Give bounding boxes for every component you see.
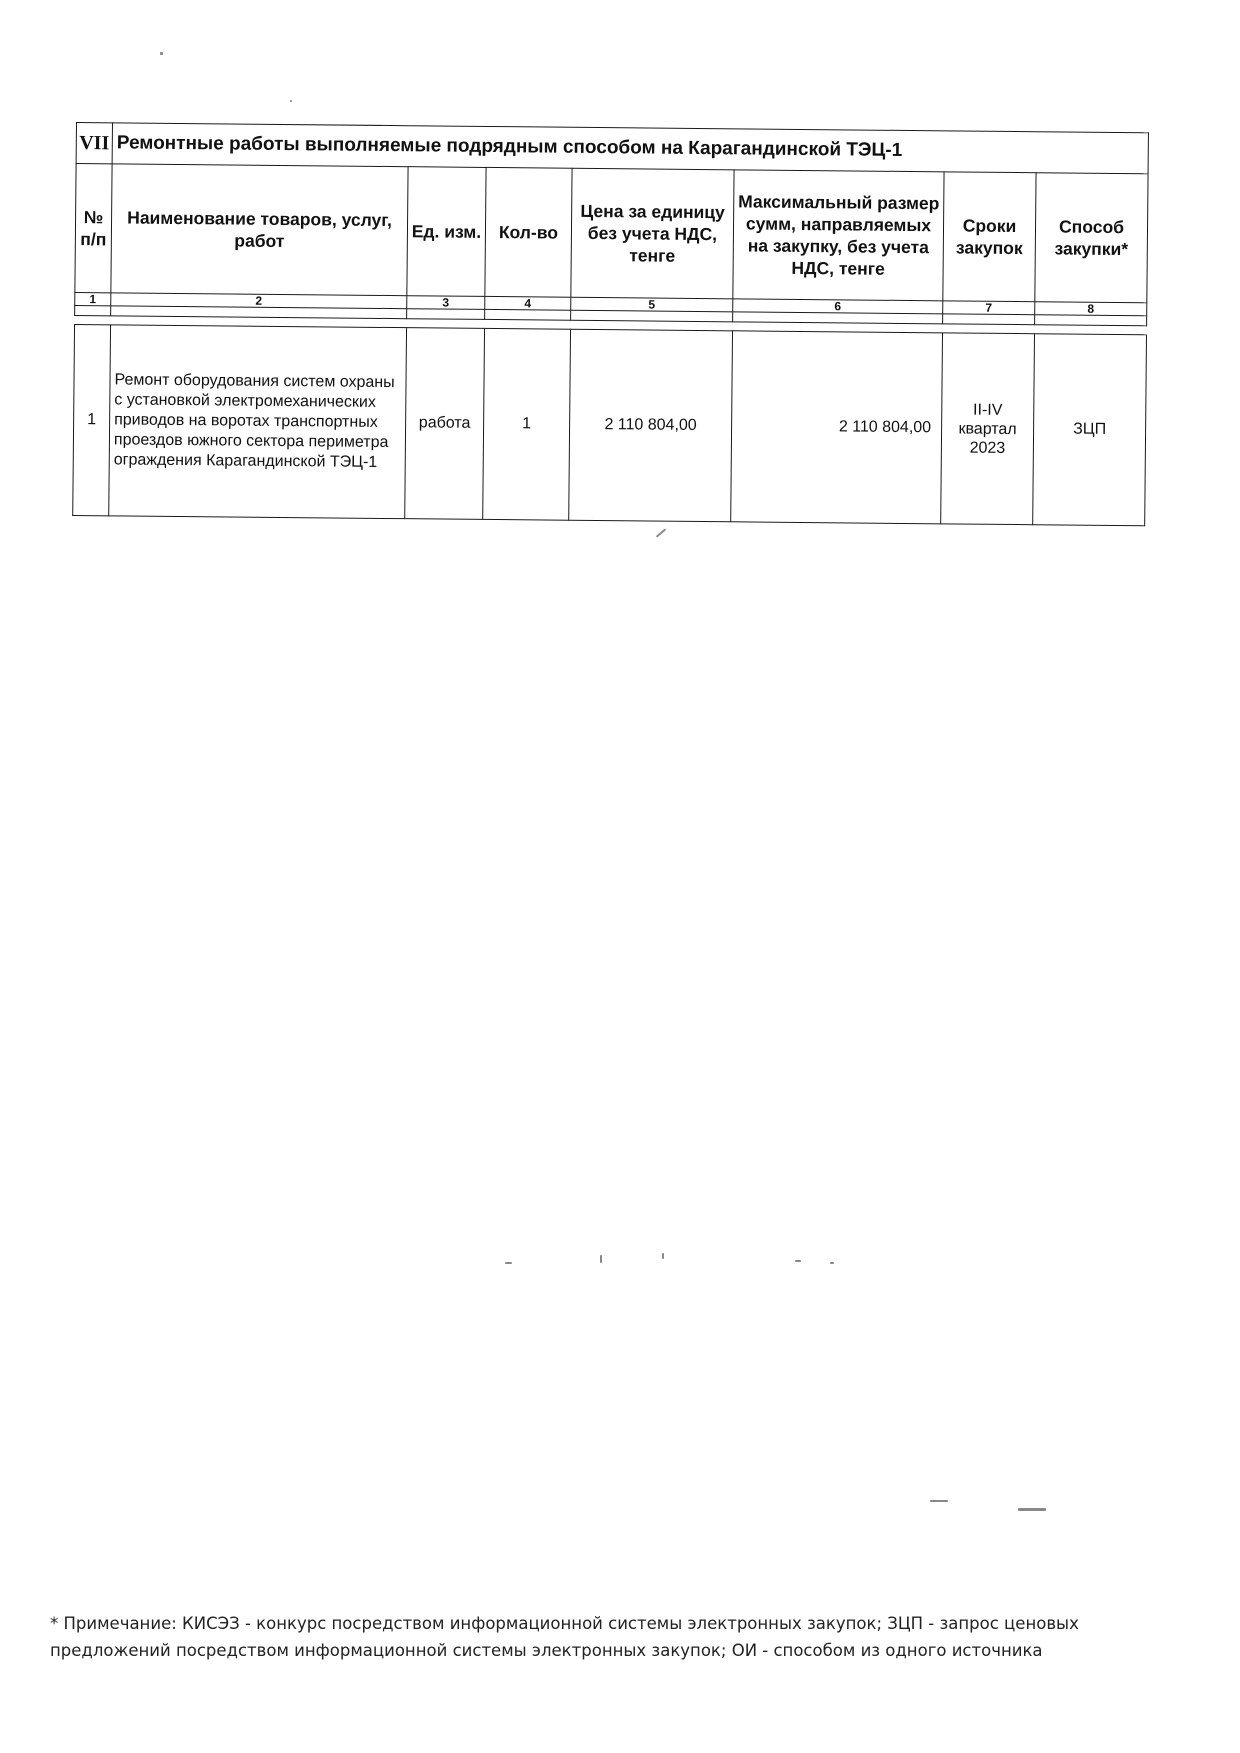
scan-speck [505,1262,512,1264]
item-method: ЗЦП [1033,334,1147,526]
col-number: 3 [407,296,485,310]
item-qty: 1 [483,328,571,520]
row-number: 1 [73,324,111,515]
col-number: 6 [733,299,943,314]
col-header-unit-price: Цена за единицу без учета НДС, тенге [571,168,734,299]
footnote: * Примечание: КИСЭЗ - конкурс посредством информационной системы электронных закупок; ЗЦП - запрос ценовых предложений посредством информационной системы электронных закупок; ОИ - способом из одного источника [50,1614,1079,1660]
col-header-max-amount: Максимальный размер сумм, направляемых на закупку, без учета НДС, тенге [733,170,944,301]
col-number: 4 [485,296,571,310]
item-max-amount: 2 110 804,00 [731,331,943,524]
col-header-qty: Кол-во [485,167,572,297]
scan-speck [600,1255,602,1263]
section-number: VII [76,123,112,164]
scan-speck [830,1262,834,1264]
col-number: 2 [111,293,407,309]
scan-speck [1018,1508,1046,1511]
col-number: 1 [75,292,111,305]
col-header-method: Способ закупки* [1035,173,1148,303]
scan-speck [795,1260,801,1262]
scan-speck [656,528,666,537]
scan-speck [662,1253,664,1259]
item-period: II-IV квартал 2023 [941,333,1035,525]
col-number: 5 [571,297,733,312]
table-row [73,324,1147,525]
scan-speck [930,1500,948,1502]
item-name: Ремонт оборудования систем охраны с установкой электромеханических приводов на воротах транспортных проездов южного сектора периметра ограждения Карагандинской ТЭЦ-1 [109,325,407,519]
item-unit: работа [405,328,485,520]
col-header-period: Сроки закупок [943,172,1036,302]
col-header-unit: Ед. изм. [407,167,486,297]
col-number: 7 [943,301,1035,315]
scan-speck [290,100,292,102]
procurement-table [72,122,1149,526]
scan-speck [160,52,163,55]
section-title: Ремонтные работы выполняемые подрядным способом на Карагандинской ТЭЦ-1 [112,123,1148,174]
col-header-name: Наименование товаров, услуг, работ [111,164,408,296]
header-row [75,164,1148,303]
col-number: 8 [1035,302,1147,316]
col-header-number: № п/п [75,164,112,293]
item-unit-price: 2 110 804,00 [569,329,733,522]
